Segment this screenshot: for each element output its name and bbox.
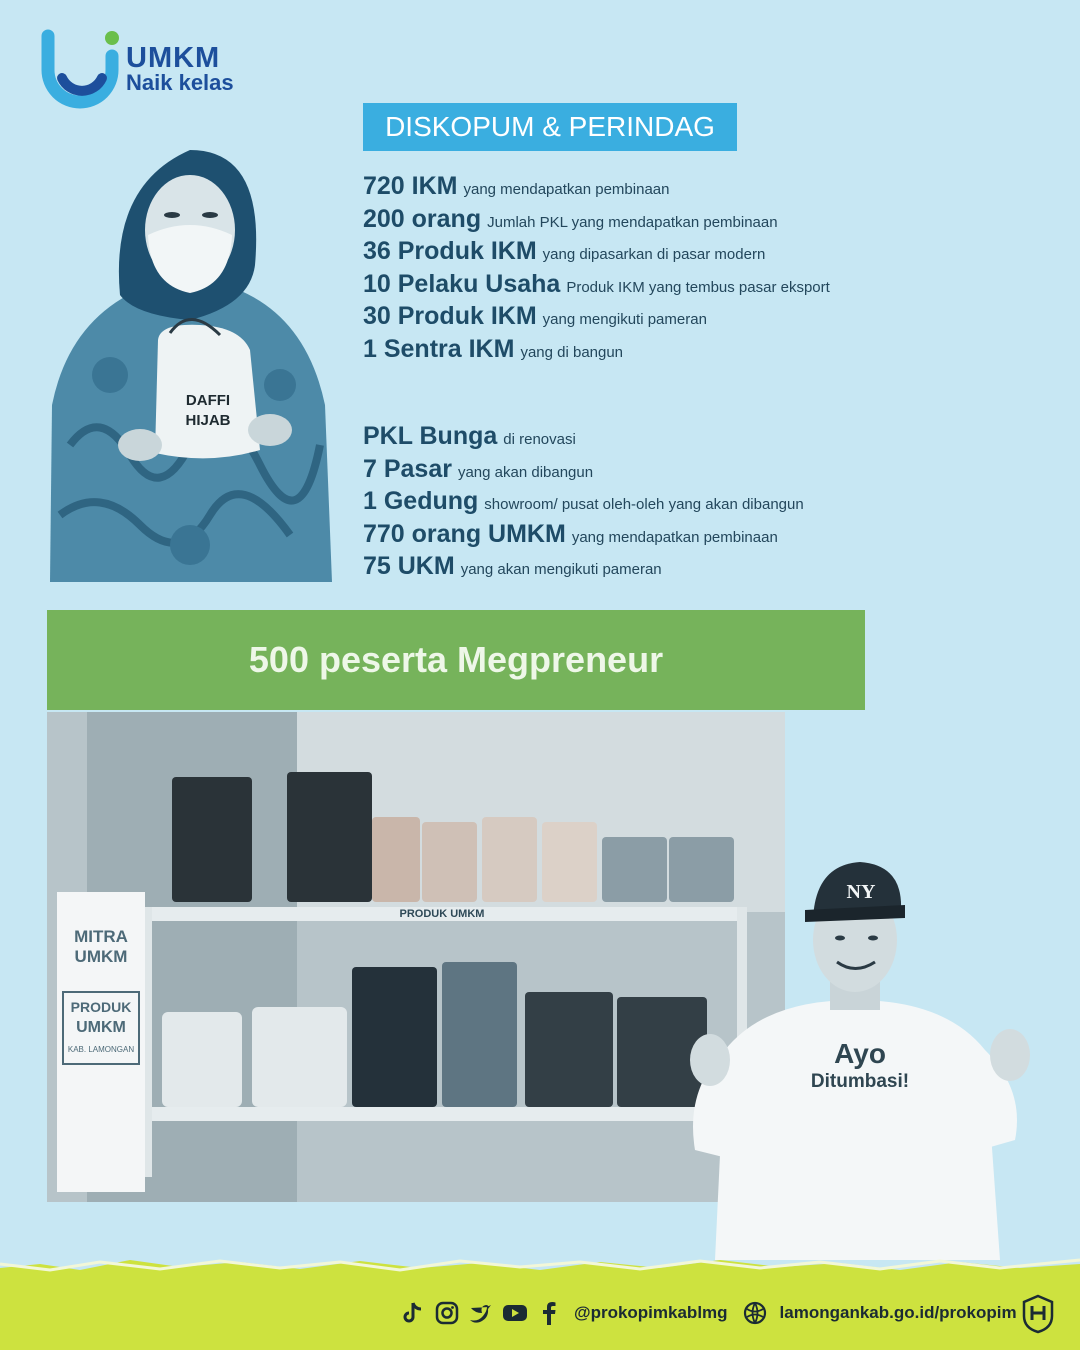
department-badge: DISKOPUM & PERINDAG (363, 103, 737, 151)
side-sign-1: MITRA (74, 927, 128, 946)
side-sign-5: KAB. LAMONGAN (67, 1045, 135, 1054)
side-sign-4: UMKM (76, 1019, 126, 1036)
footer-band (0, 1240, 1080, 1350)
tiktok-icon[interactable] (400, 1300, 426, 1326)
stat-item: 200 orang Jumlah PKL yang mendapatkan pembinaan (363, 204, 778, 233)
cap-logo: NY (846, 881, 876, 903)
shelf-sign: PRODUK UMKM (399, 908, 485, 920)
logo-title: UMKM (126, 42, 221, 74)
stats-list-1 (363, 172, 830, 368)
official-photo-woman (40, 145, 335, 582)
regency-emblem-icon (1020, 1294, 1056, 1334)
stat-item: 770 orang UMKM yang mendapatkan pembinaan (363, 519, 778, 548)
stat-item: PKL Bunga di renovasi (363, 422, 576, 450)
official-photo-man (665, 850, 1045, 1260)
shirt-text-2: Ditumbasi! (810, 1071, 910, 1092)
shirt-text-1: Ayo (834, 1038, 886, 1069)
bag-label-2: HIJAB (185, 412, 231, 429)
stat-item: 75 UKM yang akan mengikuti pameran (363, 552, 662, 581)
stat-item: 30 Produk IKM yang mengikuti pameran (363, 302, 707, 331)
bag-label-1: DAFFI (185, 392, 231, 409)
facebook-icon[interactable] (536, 1300, 562, 1326)
stat-item: 7 Pasar yang akan dibangun (363, 454, 594, 483)
stat-item: 1 Sentra IKM yang di bangun (363, 334, 624, 363)
logo-subtitle: Naik kelas (126, 70, 234, 95)
banner-text: 500 peserta Megpreneur (248, 639, 664, 680)
stat-item: 10 Pelaku Usaha Produk IKM yang tembus pasar eksport (363, 269, 830, 298)
website-link[interactable]: lamongankab.go.id/prokopim (779, 1303, 1017, 1322)
stat-item: 720 IKM yang mendapatkan pembinaan (363, 172, 670, 200)
social-handle[interactable]: @prokopimkablmg (574, 1303, 728, 1322)
side-sign-3: PRODUK (70, 999, 132, 1015)
stat-item: 1 Gedung showroom/ pusat oleh-oleh yang akan dibangun (363, 487, 804, 516)
stats-list-2 (363, 422, 804, 585)
globe-icon (742, 1300, 768, 1326)
social-bar (400, 1296, 1017, 1330)
instagram-icon[interactable] (434, 1300, 460, 1326)
stat-item: 36 Produk IKM yang dipasarkan di pasar modern (363, 237, 766, 266)
side-sign-2: UMKM (74, 947, 128, 966)
youtube-icon[interactable] (502, 1300, 528, 1326)
twitter-icon[interactable] (468, 1300, 494, 1326)
